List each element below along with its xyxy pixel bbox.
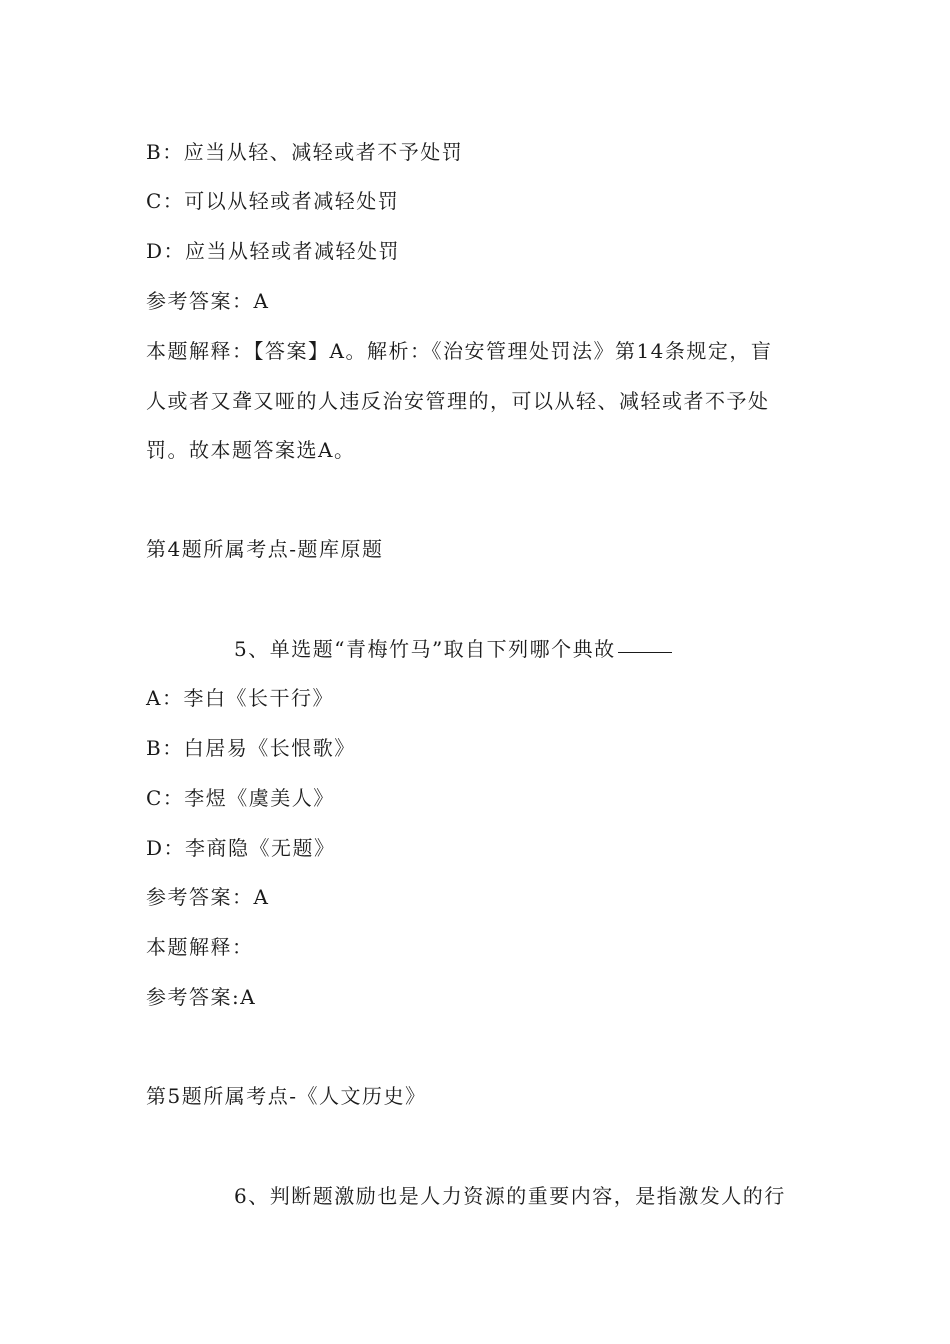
q4-explanation-line-1: 本题解释：【答案】A。解析：《治安管理处罚法》第14条规定，盲 [146, 339, 773, 363]
q5-option-a: A：李白《长干行》 [146, 686, 334, 710]
q5-question-text: 5、单选题“青梅竹马”取自下列哪个典故 [234, 637, 616, 661]
q6-question: 6、判断题激励也是人力资源的重要内容，是指激发人的行 [234, 1184, 786, 1208]
q4-topic: 第4题所属考点-题库原题 [146, 537, 384, 561]
q5-answer-repeat: 参考答案:A [146, 985, 257, 1009]
q5-explanation-label: 本题解释： [146, 935, 254, 959]
q4-option-b: B：应当从轻、减轻或者不予处罚 [146, 140, 464, 164]
answer-blank [618, 651, 672, 653]
q5-option-d: D：李商隐《无题》 [146, 836, 336, 860]
q4-answer: 参考答案：A [146, 289, 270, 313]
q5-option-b: B：白居易《长恨歌》 [146, 736, 356, 760]
q5-answer: 参考答案：A [146, 885, 270, 909]
q4-explanation-line-3: 罚。故本题答案选A。 [146, 438, 356, 462]
q5-option-c: C：李煜《虞美人》 [146, 786, 335, 810]
q5-topic: 第5题所属考点-《人文历史》 [146, 1084, 427, 1108]
q5-question [234, 636, 672, 662]
q4-option-d: D：应当从轻或者减轻处罚 [146, 239, 401, 263]
q4-option-c: C：可以从轻或者减轻处罚 [146, 189, 400, 213]
q4-explanation-line-2: 人或者又聋又哑的人违反治安管理的，可以从轻、减轻或者不予处 [146, 389, 770, 413]
